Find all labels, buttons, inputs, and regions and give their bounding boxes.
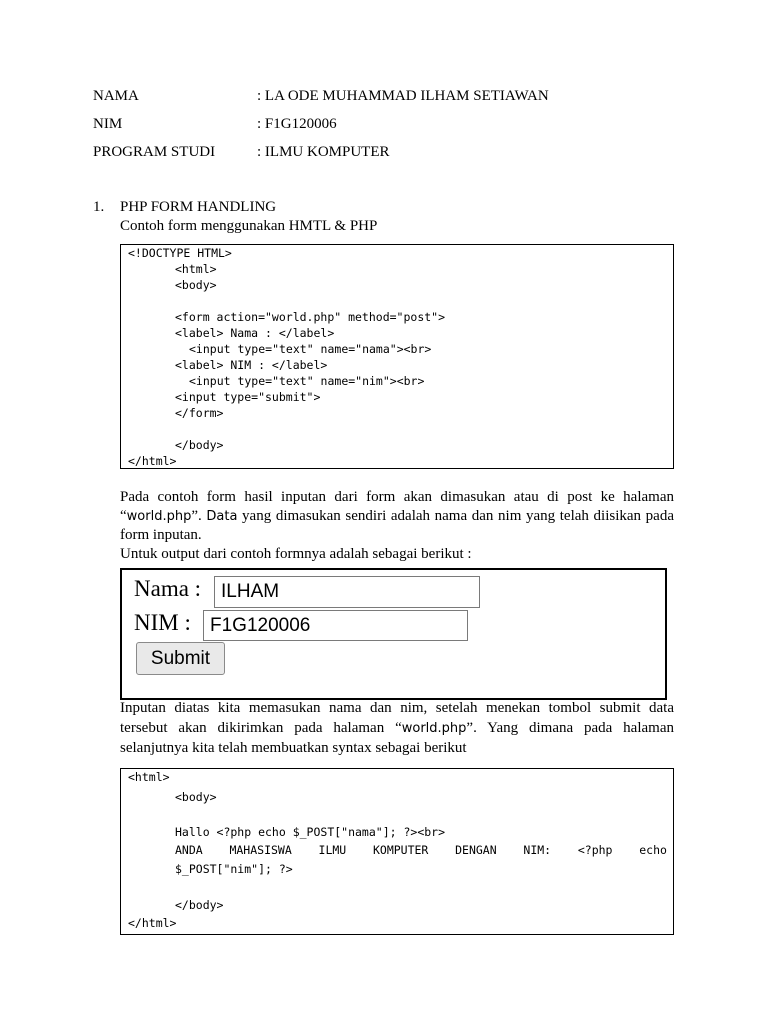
code-line: <label> NIM : </label> — [175, 358, 328, 372]
submit-button[interactable]: Submit — [136, 642, 225, 675]
code-line: <!DOCTYPE HTML> — [128, 246, 232, 260]
code-line: <input type="submit"> — [175, 390, 321, 404]
code-block-form-html — [120, 244, 674, 469]
code-line: <form action="world.php" method="post"> — [175, 310, 446, 324]
paragraph-line: Inputan diatas kita memasukan nama dan nim, setelah menekan tombol submit data — [120, 700, 674, 716]
code-line: <input type="text" name="nim"><br> — [189, 374, 425, 388]
paragraph-line: Pada contoh form hasil inputan dari form akan dimasukan atau di post ke halaman — [120, 489, 674, 505]
paragraph-line: form inputan. — [120, 527, 202, 543]
paragraph-line: Untuk output dari contoh formnya adalah sebagai berikut : — [120, 546, 472, 562]
nama-form-label: Nama : — [134, 576, 202, 601]
code-line: </body> — [175, 438, 224, 452]
code-line: </html> — [128, 916, 177, 930]
value-nama: : LA ODE MUHAMMAD ILHAM SETIAWAN — [257, 88, 549, 104]
label-program-studi: PROGRAM STUDI — [93, 144, 216, 160]
inline-code: world.php — [126, 509, 192, 524]
code-block-world-php — [120, 768, 674, 935]
code-line: $_POST["nim"]; ?> — [175, 862, 293, 876]
paragraph-line: “world.php”. Data yang dimasukan sendiri adalah nama dan nim yang telah diisikan pada — [120, 508, 674, 524]
form-output-screenshot — [120, 568, 667, 700]
nim-form-label: NIM : — [134, 610, 191, 635]
code-line: <body> — [175, 790, 217, 804]
code-line: <input type="text" name="nama"><br> — [189, 342, 432, 356]
paragraph-line: selanjutnya kita telah membuatkan syntax sebagai berikut — [120, 740, 467, 756]
code-line: <html> — [128, 770, 170, 784]
value-program-studi: : ILMU KOMPUTER — [257, 144, 390, 160]
code-line: <html> — [175, 262, 217, 276]
code-line: </body> — [175, 898, 224, 912]
section-number: 1. — [93, 199, 105, 215]
code-line: <body> — [175, 278, 217, 292]
nim-input[interactable]: F1G120006 — [203, 610, 468, 641]
code-line: </form> — [175, 406, 224, 420]
paragraph-line: tersebut akan dikirimkan pada halaman “world.php”. Yang dimana pada halaman — [120, 720, 674, 736]
nama-input[interactable]: ILHAM — [214, 576, 480, 608]
inline-code: world.php — [401, 721, 467, 736]
label-nama: NAMA — [93, 88, 139, 104]
code-line: Hallo <?php echo $_POST["nama"]; ?><br> — [175, 825, 446, 839]
section-subtitle: Contoh form menggunakan HMTL & PHP — [120, 218, 378, 234]
value-nim: : F1G120006 — [257, 116, 337, 132]
label-nim: NIM — [93, 116, 123, 132]
code-line: </html> — [128, 454, 177, 468]
code-line: <label> Nama : </label> — [175, 326, 335, 340]
section-title: PHP FORM HANDLING — [120, 199, 277, 215]
code-line: ANDA MAHASISWA ILMU KOMPUTER DENGAN NIM: <?php echo — [175, 843, 667, 857]
